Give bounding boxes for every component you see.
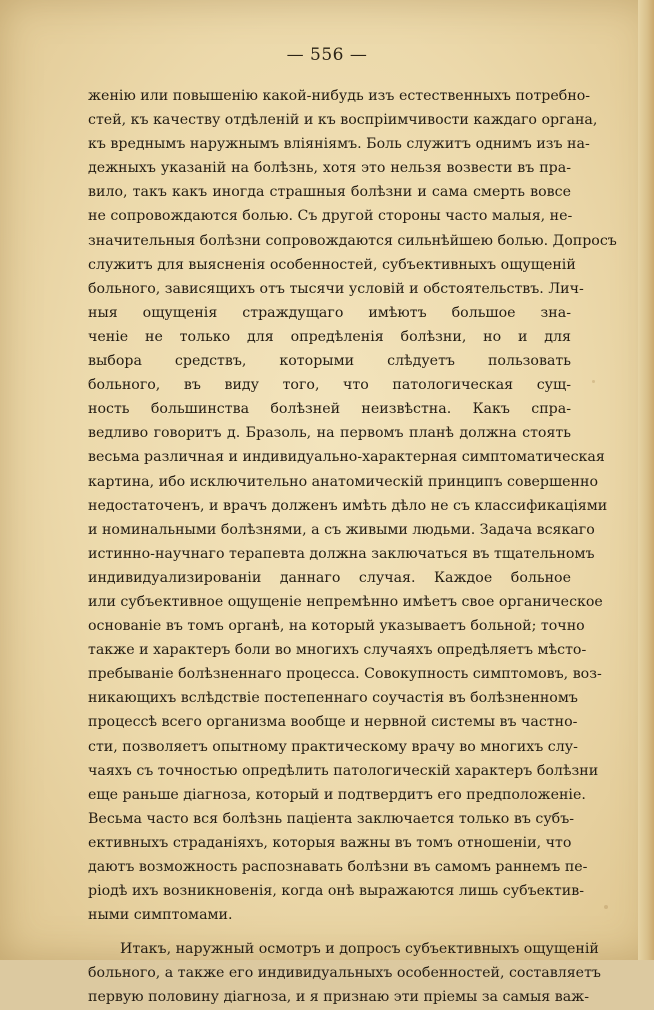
paragraph-1 — [88, 84, 617, 927]
page-gutter-edge — [638, 0, 654, 960]
paragraph-2 — [88, 937, 601, 1009]
text-line: выбора средствъ, которыми слѣдуетъ пользовать — [88, 353, 571, 370]
text-line: процессѣ всего организма вообще и нервной системы въ частно- — [88, 714, 578, 731]
text-line: ріодѣ ихъ возникновенія, когда онѣ выражаются лишь субъектив- — [88, 883, 584, 900]
text-line: или субъективное ощущеніе непремѣнно имѣетъ свое органическое — [88, 593, 603, 610]
text-line: картина, ибо исключительно анатомическій принципъ совершенно — [88, 473, 599, 490]
page-number: — 556 — — [286, 45, 368, 65]
text-line: женію или повышенію какой-нибудь изъ естественныхъ потребно- — [88, 88, 591, 104]
text-line: недостаточенъ, и врачъ долженъ имѣть дѣло не съ классификаціями — [88, 497, 608, 514]
text-line: также и характеръ боли во многихъ случаяхъ опредѣляетъ мѣсто- — [88, 642, 587, 659]
text-line: еще раньше діагноза, который и подтвердитъ его предположеніе. — [88, 786, 586, 803]
text-line: больного, зависящихъ отъ тысячи условій и обстоятельствъ. Лич- — [88, 280, 584, 297]
text-line: не сопровождаются болью. Съ другой стороны часто малыя, не- — [88, 208, 573, 225]
text-line: даютъ возможность распознавать болѣзни въ самомъ раннемъ пе- — [88, 859, 588, 875]
text-line: индивидуализированіи даннаго случая. Каждое больное — [88, 569, 571, 586]
text-line: ными симптомами. — [88, 907, 233, 924]
text-line: пребываніе болѣзненнаго процесса. Совокупность симптомовъ, воз- — [88, 666, 602, 683]
text-line: ныя ощущенія страждущаго имѣютъ большое зна- — [88, 304, 571, 321]
text-line: и номинальными болѣзнями, а съ живыми людьми. Задача всякаго — [88, 521, 595, 538]
paragraph-gap — [88, 927, 571, 937]
paper-stain — [604, 905, 608, 909]
text-line: дежныхъ указаній на болѣзнь, хотя это нельзя возвести въ пра- — [88, 160, 571, 177]
text-line: истинно-научнаго терапевта должна заключаться въ тщательномъ — [88, 545, 595, 562]
text-line: сти, позволяетъ опытному практическому врачу во многихъ слу- — [88, 738, 578, 755]
text-line: ность большинства болѣзней неизвѣстна. Какъ спра- — [88, 401, 571, 418]
text-line: основаніе въ томъ органѣ, на который указываетъ больной; точно — [88, 618, 585, 635]
text-line: больного, въ виду того, что патологическая сущ- — [88, 377, 571, 394]
text-line: Весьма часто вся болѣзнь паціента заключается только въ субъ- — [88, 810, 575, 827]
body-text — [88, 84, 617, 1010]
text-line: больного, а также его индивидуальныхъ особенностей, составляетъ — [88, 965, 601, 982]
text-line: Итакъ, наружный осмотръ и допросъ субъективныхъ ощущеній — [120, 941, 599, 958]
text-line: чаяхъ съ точностью опредѣлить патологическій характеръ болѣзни — [88, 762, 599, 779]
text-line: весьма различная и индивидуально-характерная симптоматическая — [88, 449, 605, 466]
text-line: ведливо говоритъ д. Бразоль, на первомъ планѣ должна стоять — [88, 425, 571, 442]
text-line: ективныхъ страданіяхъ, которыя важны въ томъ отношеніи, что — [88, 834, 572, 851]
text-line: служитъ для выясненія особенностей, субъективныхъ ощущеній — [88, 256, 576, 273]
text-line: ченіе не только для опредѣленія болѣзни, но и для — [88, 328, 571, 345]
text-line: никающихъ вслѣдствіе постепеннаго соучастія въ болѣзненномъ — [88, 690, 578, 707]
paper-stain — [592, 380, 595, 383]
text-line: стей, къ качеству отдѣленій и къ воспріимчивости каждаго органа, — [88, 112, 598, 129]
text-line: значительныя болѣзни сопровождаются сильнѣйшею болью. Допросъ — [88, 232, 617, 249]
text-line: къ вреднымъ наружнымъ вліяніямъ. Боль служитъ однимъ изъ на- — [88, 136, 590, 153]
text-line: первую половину діагноза, и я признаю эти пріемы за самыя важ- — [88, 989, 590, 1006]
text-line: вило, такъ какъ иногда страшныя болѣзни и сама смерть вовсе — [88, 184, 571, 201]
